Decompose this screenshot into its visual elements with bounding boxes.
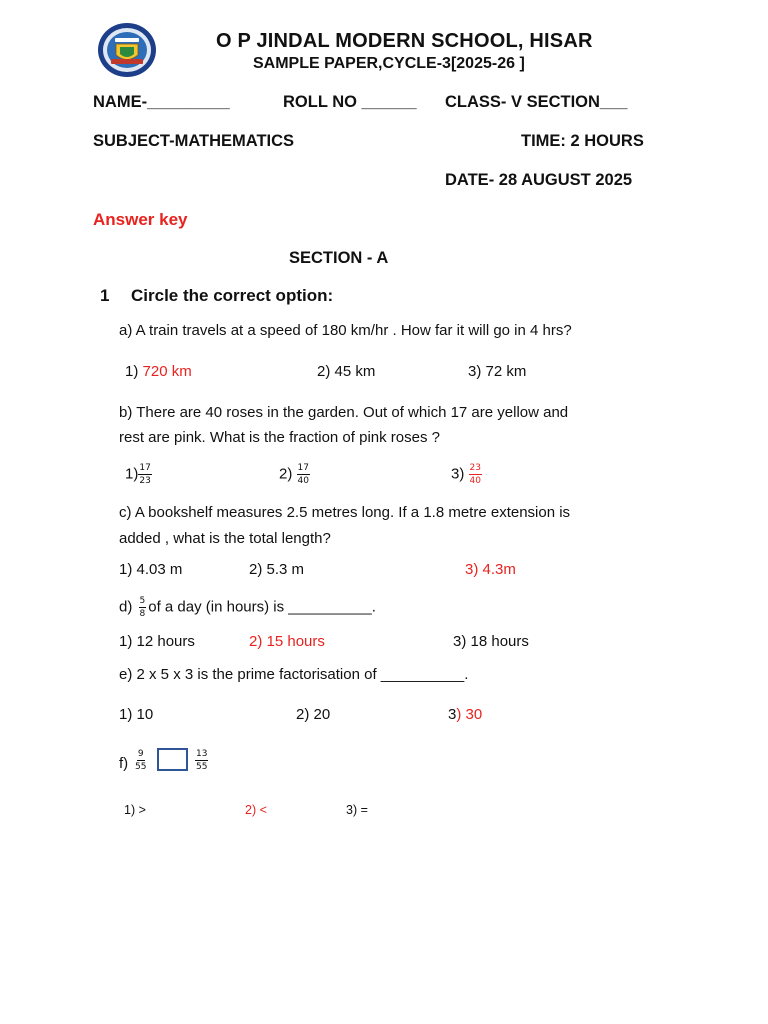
option-a1-number: 1)	[125, 363, 139, 380]
date-label: DATE- 28 AUGUST 2025	[445, 171, 633, 189]
question-instruction: Circle the correct option:	[131, 286, 334, 305]
answer-key-label: Answer key	[93, 210, 188, 229]
option-b1	[125, 463, 152, 486]
option-b1-label: 1)	[125, 465, 139, 483]
question-d	[119, 596, 376, 619]
option-b3-label: 3)	[451, 465, 465, 483]
option-d1: 1) 12 hours	[119, 633, 195, 650]
fraction-denominator: 23	[139, 476, 151, 486]
question-f-label: f)	[119, 755, 129, 772]
option-b2-fraction	[297, 463, 310, 486]
option-e3-answer: ) 30	[456, 706, 483, 723]
option-a2: 2) 45 km	[317, 363, 376, 380]
question-b-line1: b) There are 40 roses in the garden. Out of which 17 are yellow and	[119, 404, 569, 421]
option-c2: 2) 5.3 m	[249, 561, 305, 578]
school-name: O P JINDAL MODERN SCHOOL, HISAR	[216, 30, 593, 52]
fraction-denominator: 8	[139, 609, 146, 619]
option-f2: 2) <	[245, 803, 267, 817]
fraction-numerator: 9	[137, 749, 144, 759]
question-f-right-fraction	[195, 749, 208, 772]
fraction-numerator: 5	[139, 596, 146, 606]
fraction-denominator: 55	[196, 762, 208, 772]
option-e2: 2) 20	[296, 706, 331, 723]
time-label: TIME: 2 HOURS	[521, 132, 644, 150]
option-b2	[279, 463, 310, 486]
fraction	[134, 749, 147, 772]
question-c-line1: c) A bookshelf measures 2.5 metres long. If a 1.8 metre extension is	[119, 504, 571, 521]
option-a3: 3) 72 km	[468, 363, 527, 380]
option-e3	[448, 706, 482, 723]
option-b3-fraction	[469, 463, 482, 486]
fraction-numerator: 17	[139, 463, 151, 473]
question-number: 1	[100, 286, 110, 305]
fraction-numerator: 23	[469, 463, 481, 473]
paper-title: SAMPLE PAPER,CYCLE-3[2025-26 ]	[253, 55, 525, 72]
school-logo	[97, 22, 157, 78]
option-f1: 1) >	[124, 803, 146, 817]
fraction-denominator: 40	[469, 476, 481, 486]
option-c3: 3) 4.3m	[465, 561, 516, 578]
option-b2-label: 2)	[279, 465, 293, 483]
question-d-label: d)	[119, 598, 133, 616]
option-a1-answer: 720 km	[142, 363, 192, 380]
fraction-numerator: 13	[196, 749, 208, 759]
question-d-text: of a day (in hours) is __________.	[148, 598, 376, 616]
option-d3: 3) 18 hours	[453, 633, 529, 650]
subject-label: SUBJECT-MATHEMATICS	[93, 132, 295, 150]
question-e-text: e) 2 x 5 x 3 is the prime factorisation of __________.	[119, 666, 469, 683]
roll-no-label: ROLL NO ______	[283, 93, 417, 111]
option-e1: 1) 10	[119, 706, 154, 723]
option-a1	[125, 363, 192, 380]
option-b3	[451, 463, 482, 486]
option-b1-fraction	[138, 463, 151, 486]
name-field-label: NAME-_________	[93, 93, 230, 111]
option-c1: 1) 4.03 m	[119, 561, 183, 578]
option-d2: 2) 15 hours	[249, 633, 325, 650]
comparison-answer-box[interactable]	[157, 748, 188, 771]
question-b-line2: rest are pink. What is the fraction of pink roses ?	[119, 429, 440, 446]
option-f3: 3) =	[346, 803, 368, 817]
fraction-denominator: 40	[297, 476, 309, 486]
fraction-denominator: 55	[135, 762, 147, 772]
question-f-left-fraction	[134, 749, 147, 772]
class-section-label: CLASS- V SECTION___	[445, 93, 628, 111]
fraction-numerator: 17	[297, 463, 309, 473]
option-e3-number: 3	[448, 706, 457, 723]
fraction	[195, 749, 208, 772]
question-a-text: a) A train travels at a speed of 180 km/hr . How far it will go in 4 hrs?	[119, 322, 572, 339]
section-title: SECTION - A	[289, 249, 389, 267]
question-d-fraction	[139, 596, 147, 619]
question-c-line2: added , what is the total length?	[119, 530, 331, 547]
